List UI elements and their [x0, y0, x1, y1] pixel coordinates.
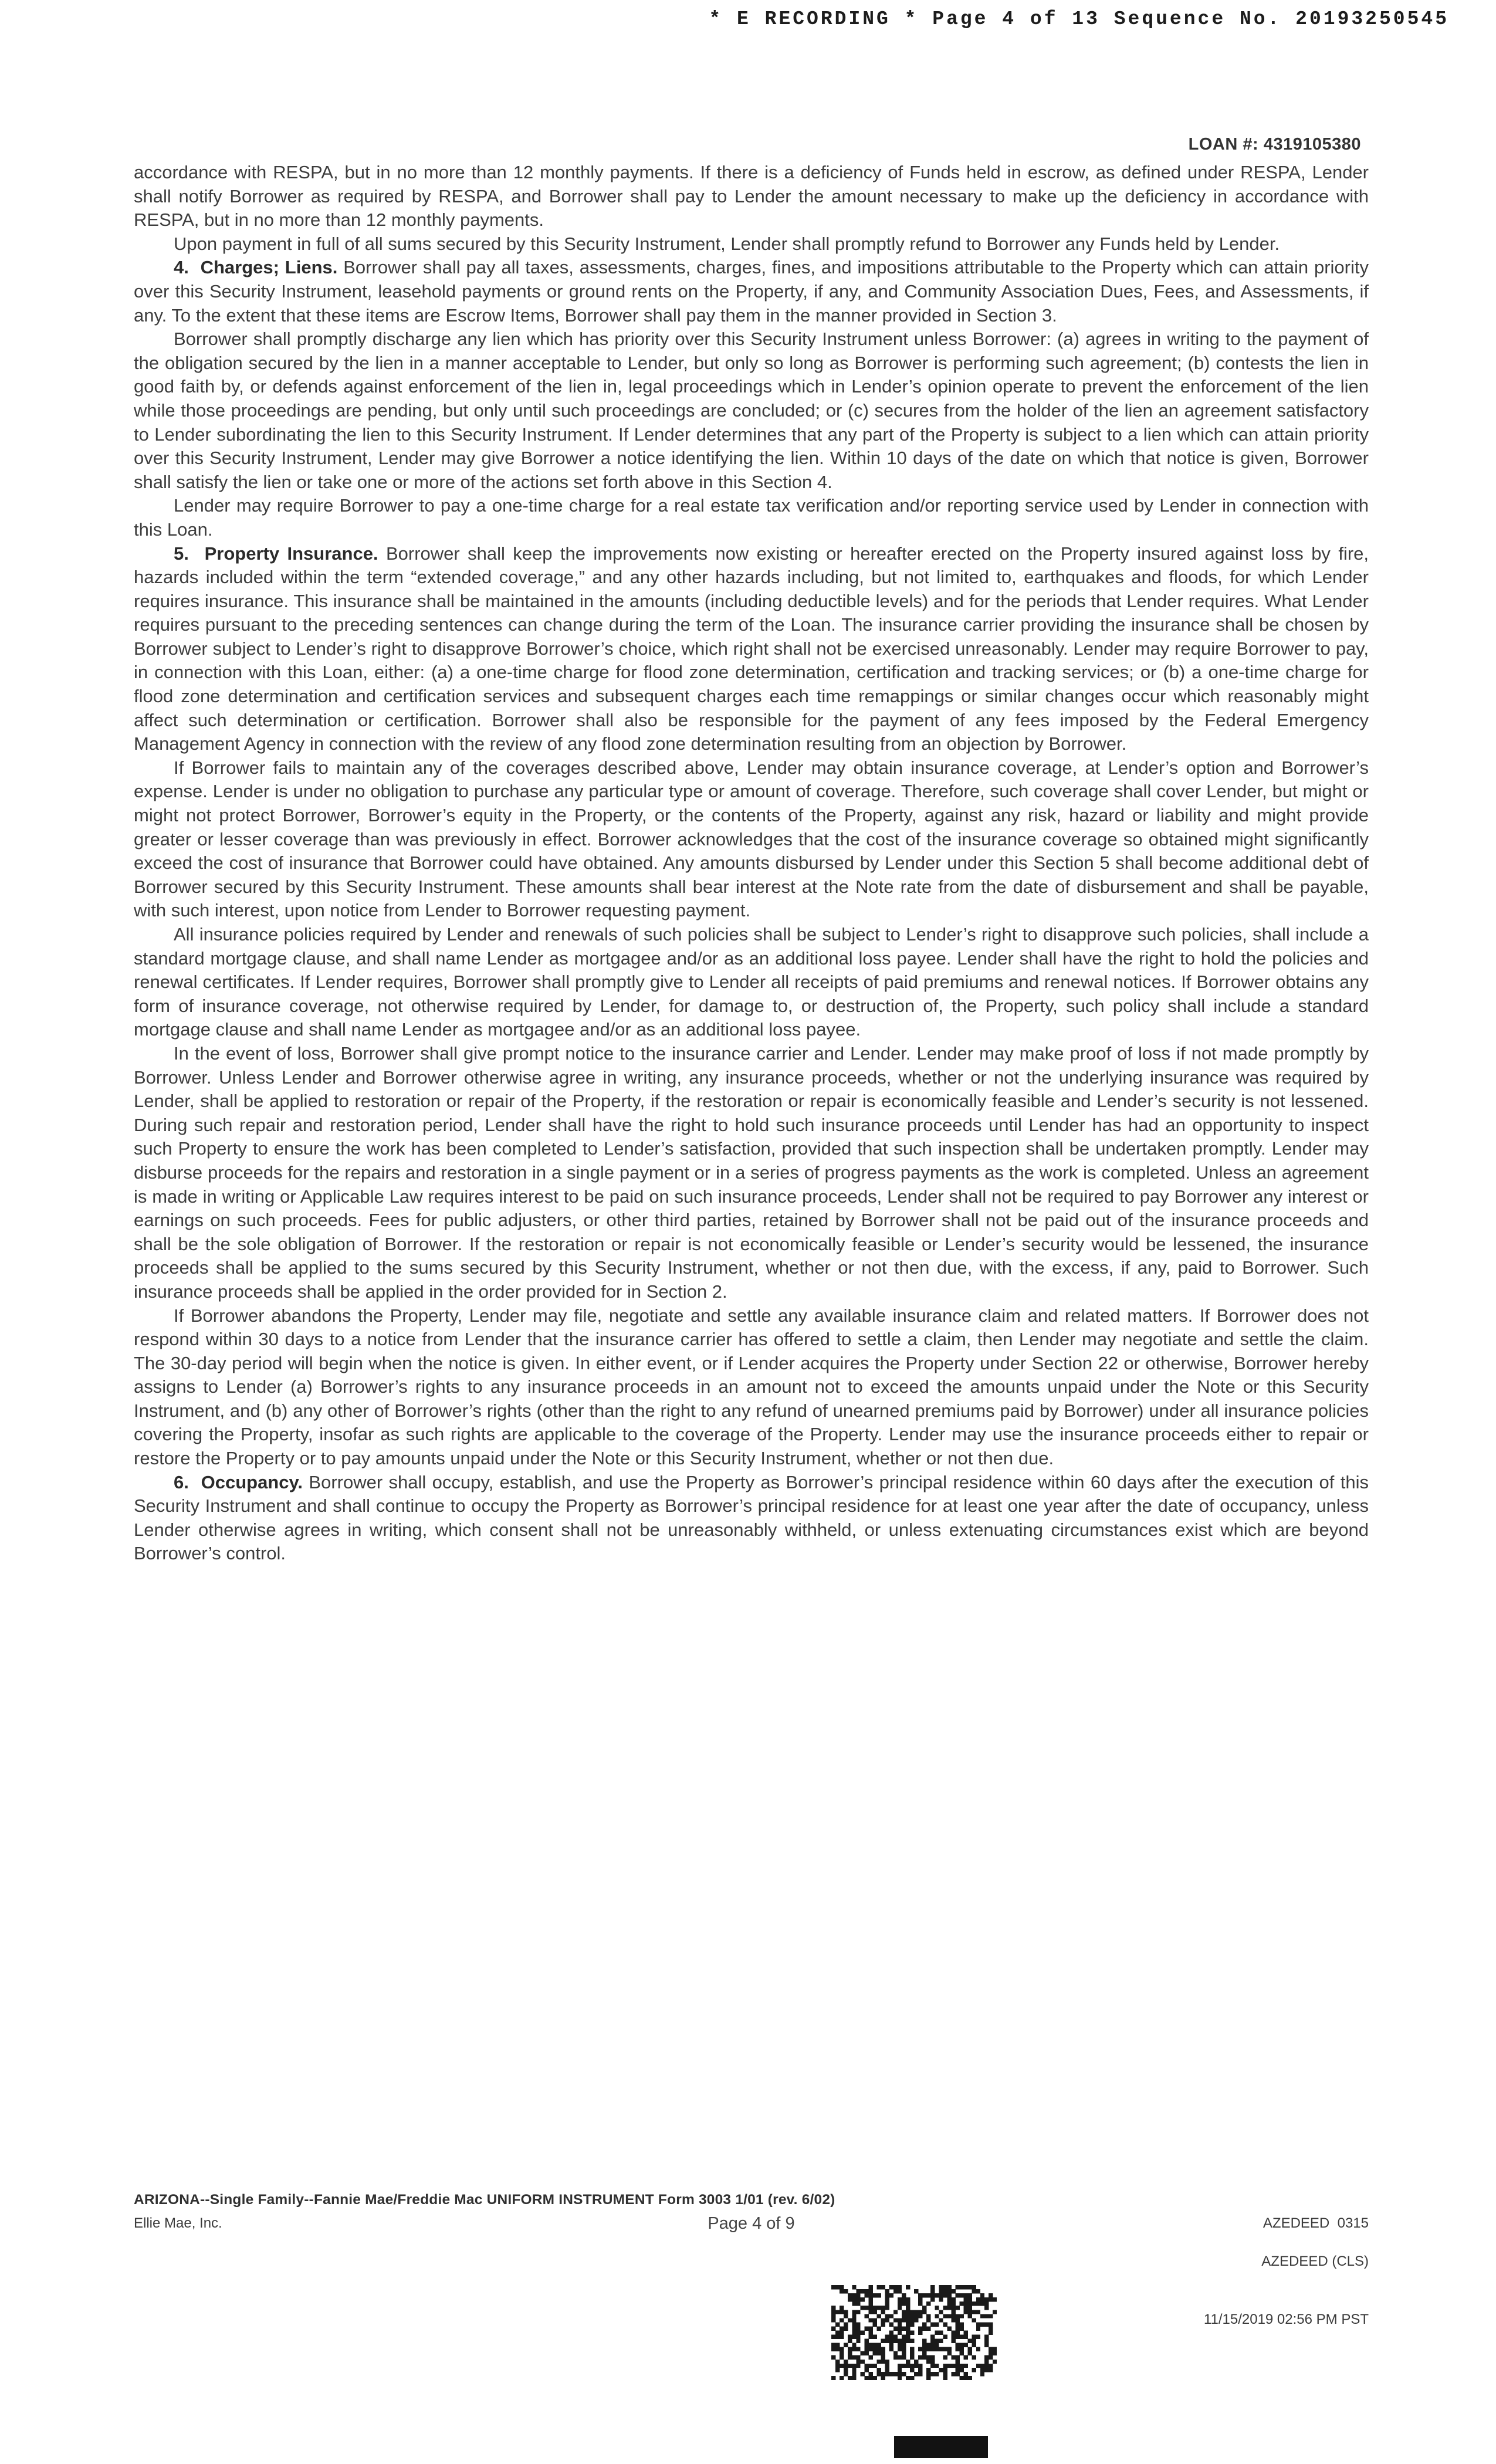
paragraph [134, 327, 1369, 494]
page-indicator: Page 4 of 9 [708, 2214, 795, 2233]
barcode-2d [831, 2285, 997, 2380]
paragraph [134, 256, 1369, 327]
paragraph-text: All insurance policies required by Lender and renewals of such policies shall be subject to Lender’s right to disapprove such policies, shall include a standard mortgage clause, and shall name Lender as mortgagee and/or as an additional loss payee. Lender shall have the right to hold the policies and renewal certificates. If Lender requires, Borrower shall promptly give to Lender all receipts of paid premiums and renewal notices. If Borrower obtains any form of insurance coverage, not otherwise required by Lender, for damage to, or destruction of, the Property, such policy shall include a standard mortgage clause and shall name Lender as mortgagee and/or as an additional loss payee. [134, 924, 1369, 1040]
paragraph-text: accordance with RESPA, but in no more than 12 monthly payments. If there is a deficiency of Funds held in escrow, as defined under RESPA, Lender shall notify Borrower as required by RESPA, and Borrower shall pay to Lender the amount necessary to make up the deficiency in accordance with RESPA, but in no more than 12 monthly payments. [134, 162, 1369, 231]
scan-artifact-bar [894, 2436, 988, 2458]
paragraph [134, 1304, 1369, 1471]
loan-number: LOAN #: 4319105380 [1188, 135, 1361, 154]
paragraph [134, 923, 1369, 1042]
paragraph-text: Borrower shall occupy, establish, and use the Property as Borrower’s principal residence within 60 days after the execution of this Security Instrument and shall continue to occupy the Property as Borrower’s principal residence for at least one year after the date of occupancy, unless Lender otherwise agrees in writing, which consent shall not be unreasonably withheld, or unless extenuating circumstances exist which are beyond Borrower’s control. [134, 1471, 1369, 1564]
paragraph [134, 1471, 1369, 1566]
section-heading: 4. Charges; Liens. [174, 257, 338, 278]
timestamp: 11/15/2019 02:56 PM PST [1203, 2311, 1369, 2327]
section-heading: 6. Occupancy. [174, 1471, 303, 1492]
paragraph-text: Borrower shall keep the improvements now existing or hereafter erected on the Property insured against loss by fire, hazards included within the term “extended coverage,” and any other hazards including, but not limited to, earthquakes and floods, for which Lender requires insurance. This insurance shall be maintained in the amounts (including deductible levels) and for the periods that Lender requires. What Lender requires pursuant to the preceding sentences can change during the term of the Loan. The insurance carrier providing the insurance shall be chosen by Borrower subject to Lender’s right to disapprove Borrower’s choice, which right shall not be exercised unreasonably. Lender may require Borrower to pay, in connection with this Loan, either: (a) a one-time charge for flood zone determination, certification and tracking services; or (b) a one-time charge for flood zone determination and certification services and subsequent charges each time remappings or similar changes occur which reasonably might affect such determination or certification. Borrower shall also be responsible for the payment of any fees imposed by the Federal Emergency Management Agency in connection with the review of any flood zone determination resulting from an objection by Borrower. [134, 543, 1369, 754]
form-identifier: ARIZONA--Single Family--Fannie Mae/Freddie Mac UNIFORM INSTRUMENT Form 3003 1/01 (rev. 6/02) [134, 2192, 835, 2208]
document-body [134, 161, 1369, 1566]
section-heading: 5. Property Insurance. [174, 543, 378, 564]
paragraph-text: Upon payment in full of all sums secured by this Security Instrument, Lender shall promptly refund to Borrower any Funds held by Lender. [174, 233, 1280, 254]
paragraph-text: Borrower shall pay all taxes, assessments, charges, fines, and impositions attributable to the Property which can attain priority over this Security Instrument, leasehold payments or ground rents on the Property, if any, and Community Association Dues, Fees, and Assessments, if any. To the extent that these items are Escrow Items, Borrower shall pay them in the manner provided in Section 3. [134, 257, 1369, 326]
footer-right-block [1204, 2213, 1369, 2368]
paragraph-text: In the event of loss, Borrower shall give prompt notice to the insurance carrier and Lender. Lender may make proof of loss if not made promptly by Borrower. Unless Lender and Borrower otherwise agree in writing, any insurance proceeds, whether or not the underlying insurance was required by Lender, shall be applied to restoration or repair of the Property, if the restoration or repair is economically feasible and Lender’s security is not lessened. During such repair and restoration period, Lender shall have the right to hold such insurance proceeds until Lender has had an opportunity to inspect such Property to ensure the work has been completed to Lender’s satisfaction, provided that such inspection shall be undertaken promptly. Lender may disburse proceeds for the repairs and restoration in a single payment or in a series of progress payments as the work is completed. Unless an agreement is made in writing or Applicable Law requires interest to be paid on such insurance proceeds, Lender shall not be required to pay Borrower any interest or earnings on such proceeds. Fees for public adjusters, or other third parties, retained by Borrower shall not be paid out of the insurance proceeds and shall be the sole obligation of Borrower. If the restoration or repair is not economically feasible or Lender’s security would be lessened, the insurance proceeds shall be applied to the sums secured by this Security Instrument, whether or not then due, with the excess, if any, paid to Borrower. Such insurance proceeds shall be applied in the order provided for in Section 2. [134, 1043, 1369, 1302]
paragraph [134, 1042, 1369, 1304]
footer-row [134, 2214, 1369, 2235]
paragraph [134, 161, 1369, 232]
e-recording-header: * E RECORDING * Page 4 of 13 Sequence No. 20193250545 [709, 8, 1449, 30]
paragraph [134, 232, 1369, 256]
paragraph-text: If Borrower abandons the Property, Lender may file, negotiate and settle any available insurance claim and related matters. If Borrower does not respond within 30 days to a notice from Lender that the insurance carrier has offered to settle a claim, then Lender may negotiate and settle the claim. The 30-day period will begin when the notice is given. In either event, or if Lender acquires the Property under Section 22 or otherwise, Borrower hereby assigns to Lender (a) Borrower’s rights to any insurance proceeds in an amount not to exceed the amounts unpaid under the Note or this Security Instrument, and (b) any other of Borrower’s rights (other than the right to any refund of unearned premiums paid by Borrower) under all insurance policies covering the Property, insofar as such rights are applicable to the coverage of the Property. Lender may use the insurance proceeds either to repair or restore the Property or to pay amounts unpaid under the Note or this Security Instrument, whether or not then due. [134, 1305, 1369, 1469]
doc-code-cls: AZEDEED (CLS) [1261, 2253, 1369, 2269]
paragraph-text: Borrower shall promptly discharge any lien which has priority over this Security Instrument unless Borrower: (a) agrees in writing to the payment of the obligation secured by the lien in a manner acceptable to Lender, but only so long as Borrower is performing such agreement; (b) contests the lien in good faith by, or defends against enforcement of the lien in, legal proceedings which in Lender’s opinion operate to prevent the enforcement of the lien while those proceedings are pending, but only until such proceedings are concluded; or (c) secures from the holder of the lien an agreement satisfactory to Lender subordinating the lien to this Security Instrument. If Lender determines that any part of the Property is subject to a lien which can attain priority over this Security Instrument, Lender may give Borrower a notice identifying the lien. Within 10 days of the date on which that notice is given, Borrower shall satisfy the lien or take one or more of the actions set forth above in this Section 4. [134, 329, 1369, 492]
vendor-name: Ellie Mae, Inc. [134, 2215, 222, 2231]
doc-code: AZEDEED 0315 [1263, 2215, 1369, 2231]
paragraph [134, 494, 1369, 541]
paragraph-text: Lender may require Borrower to pay a one-time charge for a real estate tax verification and/or reporting service used by Lender in connection with this Loan. [134, 495, 1369, 540]
paragraph [134, 756, 1369, 923]
paragraph [134, 542, 1369, 756]
page-footer [134, 2192, 1369, 2327]
paragraph-text: If Borrower fails to maintain any of the coverages described above, Lender may obtain insurance coverage, at Lender’s option and Borrower’s expense. Lender is under no obligation to purchase any particular type or amount of coverage. Therefore, such coverage shall cover Lender, but might or might not protect Borrower, Borrower’s equity in the Property, or the contents of the Property, against any risk, hazard or liability and might provide greater or lesser coverage than was previously in effect. Borrower acknowledges that the cost of the insurance coverage so obtained might significantly exceed the cost of insurance that Borrower could have obtained. Any amounts disbursed by Lender under this Section 5 shall become additional debt of Borrower secured by this Security Instrument. These amounts shall bear interest at the Note rate from the date of disbursement and shall be payable, with such interest, upon notice from Lender to Borrower requesting payment. [134, 757, 1369, 921]
